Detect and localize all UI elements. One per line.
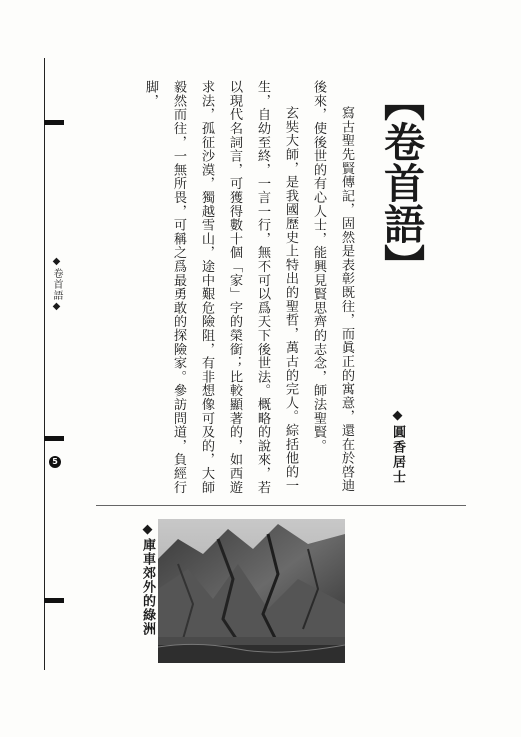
margin-tick bbox=[44, 436, 64, 441]
author-name: ◆圓香居士 bbox=[390, 408, 405, 485]
margin-tick bbox=[44, 120, 64, 125]
body-text bbox=[96, 80, 360, 500]
running-head: ◆卷首語◆ bbox=[51, 256, 62, 313]
margin-tick bbox=[44, 598, 64, 603]
page-number: 5 bbox=[49, 456, 61, 468]
horizontal-rule bbox=[96, 505, 466, 506]
paragraph: 寫古聖先賢傳記，固然是表彰既往，而眞正的寓意，還在於啓迪後來，使後世的有心人士，能興見賢思齊的志念，師法聖賢。 bbox=[311, 80, 354, 493]
margin-rule bbox=[44, 58, 45, 670]
photo-desert-mountain bbox=[158, 519, 345, 663]
paragraph: 玄奘大師，是我國歷史上特出的聖哲，萬古的完人。綜括他的一生，自幼至終，一言一行，無不可以爲天下後世法。概略的說來，若以現代名詞言，可獲得數十個「家」字的榮銜；比較顯著的，如西遊求法，孤征沙漠，獨越雪山，途中艱危險阻，有非想像可及的，大師毅然而往，一無所畏，可稱之爲最勇敢的探險家。參訪問道，負經行脚， bbox=[143, 80, 298, 494]
chapter-title: 【卷首語】 bbox=[377, 80, 425, 285]
photo-caption: ◆庫車郊外的綠洲 bbox=[140, 522, 155, 636]
